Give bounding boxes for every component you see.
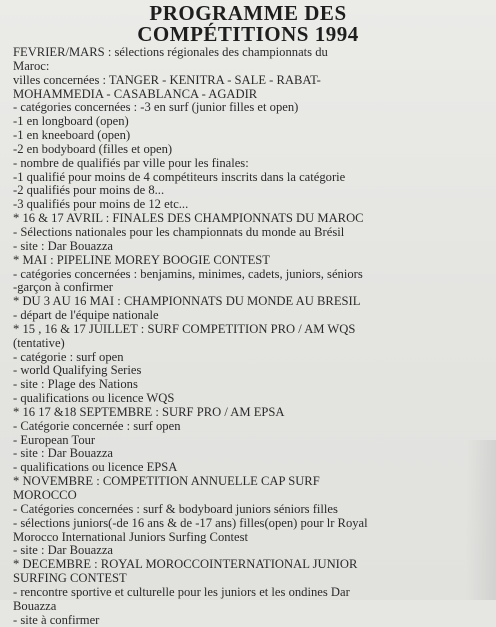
text-line: - nombre de qualifiés par ville pour les finales:	[13, 155, 249, 170]
text-line: - site : Dar Bouazza	[13, 543, 114, 558]
text-line: - site : Plage des Nations	[13, 377, 138, 392]
section-heading: * 15 , 16 & 17 JUILLET : SURF COMPETITION PRO / AM WQS	[13, 321, 356, 336]
text-line: MOHAMMEDIA - CASABLANCA - AGADIR	[13, 86, 258, 101]
scan-shadow	[466, 440, 496, 600]
text-line: - site : Dar Bouazza	[13, 446, 114, 461]
text-line: Bouazza	[13, 598, 57, 613]
text-line: - European Tour	[13, 432, 96, 447]
text-line: -3 qualifiés pour moins de 12 etc...	[13, 197, 189, 212]
text-line: (tentative)	[13, 335, 65, 350]
text-line: -1 qualifié pour moins de 4 compétiteurs inscrits dans la catégorie	[13, 169, 346, 184]
document-title-line-1: PROGRAMME DES	[149, 1, 347, 25]
text-line: Morocco International Juniors Surfing Contest	[13, 529, 249, 544]
text-line: -2 qualifiés pour moins de 8...	[13, 183, 165, 198]
text-line: - Catégories concernées : surf & bodyboard juniors séniors filles	[13, 501, 338, 516]
text-line: - départ de l'équipe nationale	[13, 308, 159, 323]
section-heading: * MAI : PIPELINE MOREY BOOGIE CONTEST	[13, 252, 270, 267]
text-line: MOROCCO	[13, 488, 77, 502]
text-line: -garçon à confirmer	[13, 280, 113, 295]
text-line: - rencontre sportive et culturelle pour les juniors et les ondines Dar	[13, 584, 350, 599]
text-line: - sélections juniors(-de 16 ans & de -17 ans) filles(open) pour lr Royal	[13, 515, 368, 530]
text-line: Maroc:	[13, 58, 50, 73]
text-line: - Sélections nationales pour les championnats du monde au Brésil	[13, 224, 345, 239]
text-line: -1 en kneeboard (open)	[13, 128, 131, 143]
section-heading: * DECEMBRE : ROYAL MOROCCOINTERNATIONAL JUNIOR	[13, 557, 358, 572]
text-line: FEVRIER/MARS : sélections régionales des championnats du	[13, 45, 328, 59]
text-line: villes concernées : TANGER - KENITRA - SALE - RABAT-	[13, 72, 321, 87]
document-title-line-2: COMPÉTITIONS 1994	[137, 22, 359, 46]
text-line: - catégorie : surf open	[13, 349, 124, 364]
text-line: - catégories concernées : benjamins, minimes, cadets, juniors, séniors	[13, 266, 363, 281]
text-line: - world Qualifying Series	[13, 363, 142, 378]
text-line: - site : Dar Bouazza	[13, 238, 114, 253]
text-line: - qualifications ou licence WQS	[13, 391, 175, 406]
text-line: - catégories concernées : -3 en surf (junior filles et open)	[13, 100, 299, 115]
text-line: - site à confirmer	[13, 612, 100, 627]
text-line: -2 en bodyboard (filles et open)	[13, 141, 173, 156]
text-line: - Catégorie concernée : surf open	[13, 418, 181, 433]
text-line: SURFING CONTEST	[13, 571, 127, 586]
text-line: -1 en longboard (open)	[13, 114, 129, 129]
section-heading: * DU 3 AU 16 MAI : CHAMPIONNATS DU MONDE AU BRESIL	[13, 294, 361, 309]
section-heading: * 16 17 &18 SEPTEMBRE : SURF PRO / AM EPSA	[13, 404, 285, 419]
section-heading: * NOVEMBRE : COMPETITION ANNUELLE CAP SURF	[13, 474, 320, 489]
text-line: - qualifications ou licence EPSA	[13, 460, 178, 475]
programme-body	[13, 46, 493, 627]
section-heading: * 16 & 17 AVRIL : FINALES DES CHAMPIONNATS DU MAROC	[13, 211, 364, 226]
